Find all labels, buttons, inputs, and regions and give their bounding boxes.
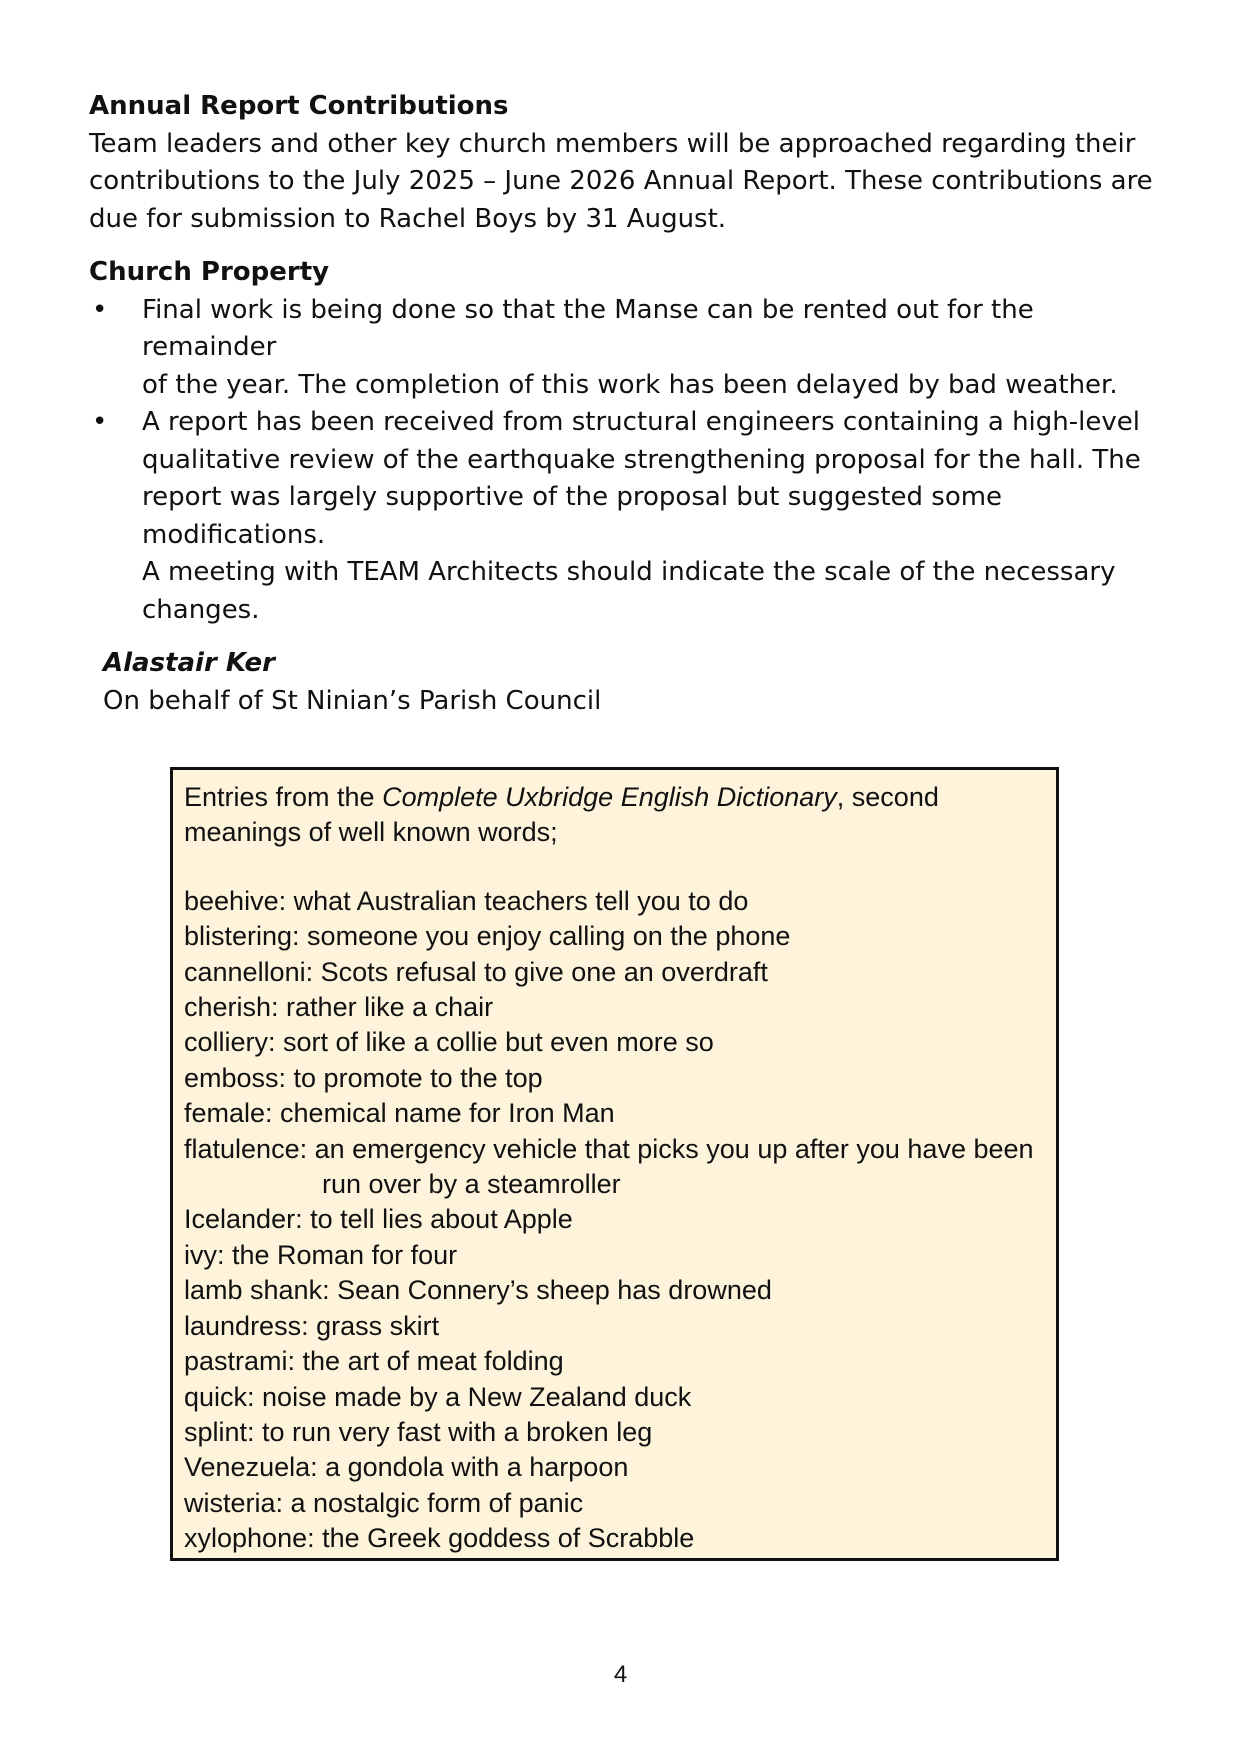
dictionary-entry: blistering: someone you enjoy calling on the phone: [184, 921, 791, 952]
dictionary-entry: quick: noise made by a New Zealand duck: [184, 1381, 692, 1412]
dictionary-intro: [184, 780, 1042, 851]
newsletter-body: [89, 88, 1159, 720]
bullet-line: qualitative review of the earthquake strengthening proposal for the hall. The: [142, 444, 1141, 475]
church-property-bullets: [89, 292, 1159, 630]
dictionary-entry: Venezuela: a gondola with a harpoon: [184, 1452, 629, 1483]
bullet-line: of the year. The completion of this work has been delayed by bad weather.: [142, 369, 1118, 400]
dictionary-entry: laundress: grass skirt: [184, 1310, 440, 1341]
bullet-item-engineers-report: [89, 404, 1159, 629]
annual-report-line-2: contributions to the July 2025 – June 2026 Annual Report. These contributions are: [89, 166, 1153, 196]
dictionary-entry: pastrami: the art of meat folding: [184, 1346, 564, 1377]
dictionary-entry: cannelloni: Scots refusal to give one an overdraft: [184, 956, 768, 987]
dictionary-entry: emboss: to promote to the top: [184, 1062, 543, 1093]
dictionary-entry: splint: to run very fast with a broken leg: [184, 1416, 653, 1447]
page-number: 4: [613, 1661, 628, 1688]
dictionary-intro-after: , second: [836, 782, 939, 812]
bullet-item-manse: [89, 292, 1159, 405]
dictionary-box: [170, 767, 1059, 1561]
dictionary-intro-before: Entries from the: [184, 782, 383, 812]
dictionary-entry: wisteria: a nostalgic form of panic: [184, 1487, 584, 1518]
signoff-name: Alastair Ker: [103, 648, 275, 678]
dictionary-entry: beehive: what Australian teachers tell you to do: [184, 885, 749, 916]
dictionary-entry: Icelander: to tell lies about Apple: [184, 1204, 573, 1235]
dictionary-entry: lamb shank: Sean Connery’s sheep has drowned: [184, 1275, 772, 1306]
dictionary-entry: colliery: sort of like a collie but even more so: [184, 1027, 714, 1058]
dictionary-intro-line-2: meanings of well known words;: [184, 817, 558, 848]
church-property-heading: Church Property: [89, 257, 330, 287]
annual-report-heading: Annual Report Contributions: [89, 91, 509, 121]
dictionary-entry: cherish: rather like a chair: [184, 992, 494, 1023]
dictionary-entry: ivy: the Roman for four: [184, 1239, 458, 1270]
bullet-line: A meeting with TEAM Architects should indicate the scale of the necessary: [142, 557, 1116, 587]
dictionary-title: Complete Uxbridge English Dictionary: [382, 782, 837, 812]
signoff: [89, 645, 1159, 720]
dictionary-entry: flatulence: an emergency vehicle that picks you up after you have been run over by a steamroller: [184, 1133, 1034, 1200]
dictionary-entry: female: chemical name for Iron Man: [184, 1098, 615, 1129]
bullet-icon: •: [92, 407, 108, 437]
church-property-section: [89, 254, 1159, 629]
annual-report-section: [89, 88, 1159, 238]
dictionary-entries: [184, 884, 1042, 1557]
bullet-line: A report has been received from structural engineers containing a high-level: [142, 407, 1140, 437]
annual-report-line-1: Team leaders and other key church members will be approached regarding their: [89, 128, 1136, 159]
bullet-line: Final work is being done so that the Manse can be rented out for the remainder: [142, 294, 1034, 362]
bullet-line: changes.: [142, 594, 260, 625]
signoff-role: On behalf of St Ninian’s Parish Council: [103, 685, 602, 716]
bullet-icon: •: [92, 294, 108, 325]
dictionary-entry: xylophone: the Greek goddess of Scrabble: [184, 1523, 695, 1554]
bullet-line: report was largely supportive of the proposal but suggested some modifications.: [142, 482, 1003, 550]
annual-report-line-3: due for submission to Rachel Boys by 31 August.: [89, 203, 727, 234]
